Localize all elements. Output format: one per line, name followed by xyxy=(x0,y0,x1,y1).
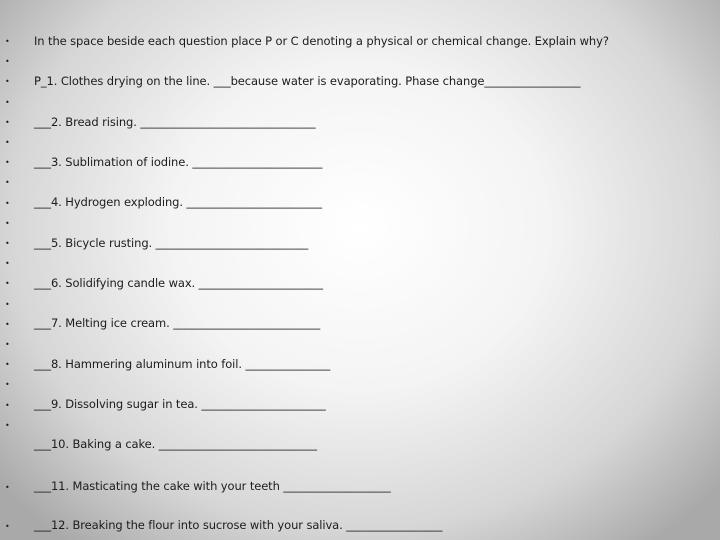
bullet-marker: • xyxy=(5,158,10,167)
question-3: ___3. Sublimation of iodine. _______________________ xyxy=(34,155,323,169)
question-4: ___4. Hydrogen exploding. ________________________ xyxy=(34,195,323,209)
bullet-marker: • xyxy=(5,300,10,309)
bullet-marker: • xyxy=(5,340,10,349)
bullet-marker: • xyxy=(5,401,10,410)
bullet-marker: • xyxy=(5,239,10,248)
question-2: ___2. Bread rising. _______________________________ xyxy=(34,115,316,129)
question-7: ___7. Melting ice cream. __________________________ xyxy=(34,316,321,330)
bullet-marker: • xyxy=(5,380,10,389)
bullet-marker: • xyxy=(5,118,10,127)
bullet-marker: • xyxy=(5,77,10,86)
bullet-marker: • xyxy=(5,360,10,369)
bullet-marker: • xyxy=(5,37,10,46)
bullet-marker: • xyxy=(5,178,10,187)
bullet-marker: • xyxy=(5,199,10,208)
question-11: ___11. Masticating the cake with your teeth ___________________ xyxy=(34,479,391,493)
bullet-marker: • xyxy=(5,138,10,147)
question-8: ___8. Hammering aluminum into foil. _______________ xyxy=(34,357,331,371)
question-1: P_1. Clothes drying on the line. ___because water is evaporating. Phase change_________________ xyxy=(34,74,581,88)
question-12: ___12. Breaking the flour into sucrose with your saliva. _________________ xyxy=(34,518,443,532)
instructions: In the space beside each question place P or C denoting a physical or chemical change. Explain why? xyxy=(34,34,609,48)
bullet-marker: • xyxy=(5,57,10,66)
bullet-marker: • xyxy=(5,259,10,268)
question-5: ___5. Bicycle rusting. ___________________________ xyxy=(34,236,309,250)
question-10: ___10. Baking a cake. ____________________________ xyxy=(34,437,317,451)
question-6: ___6. Solidifying candle wax. ______________________ xyxy=(34,276,323,290)
bullet-marker: • xyxy=(5,219,10,228)
bullet-marker: • xyxy=(5,98,10,107)
bullet-marker: • xyxy=(5,279,10,288)
question-9: ___9. Dissolving sugar in tea. ______________________ xyxy=(34,397,326,411)
bullet-marker: • xyxy=(5,522,10,531)
bullet-marker: • xyxy=(5,320,10,329)
bullet-marker: • xyxy=(5,483,10,492)
bullet-marker: • xyxy=(5,421,10,430)
